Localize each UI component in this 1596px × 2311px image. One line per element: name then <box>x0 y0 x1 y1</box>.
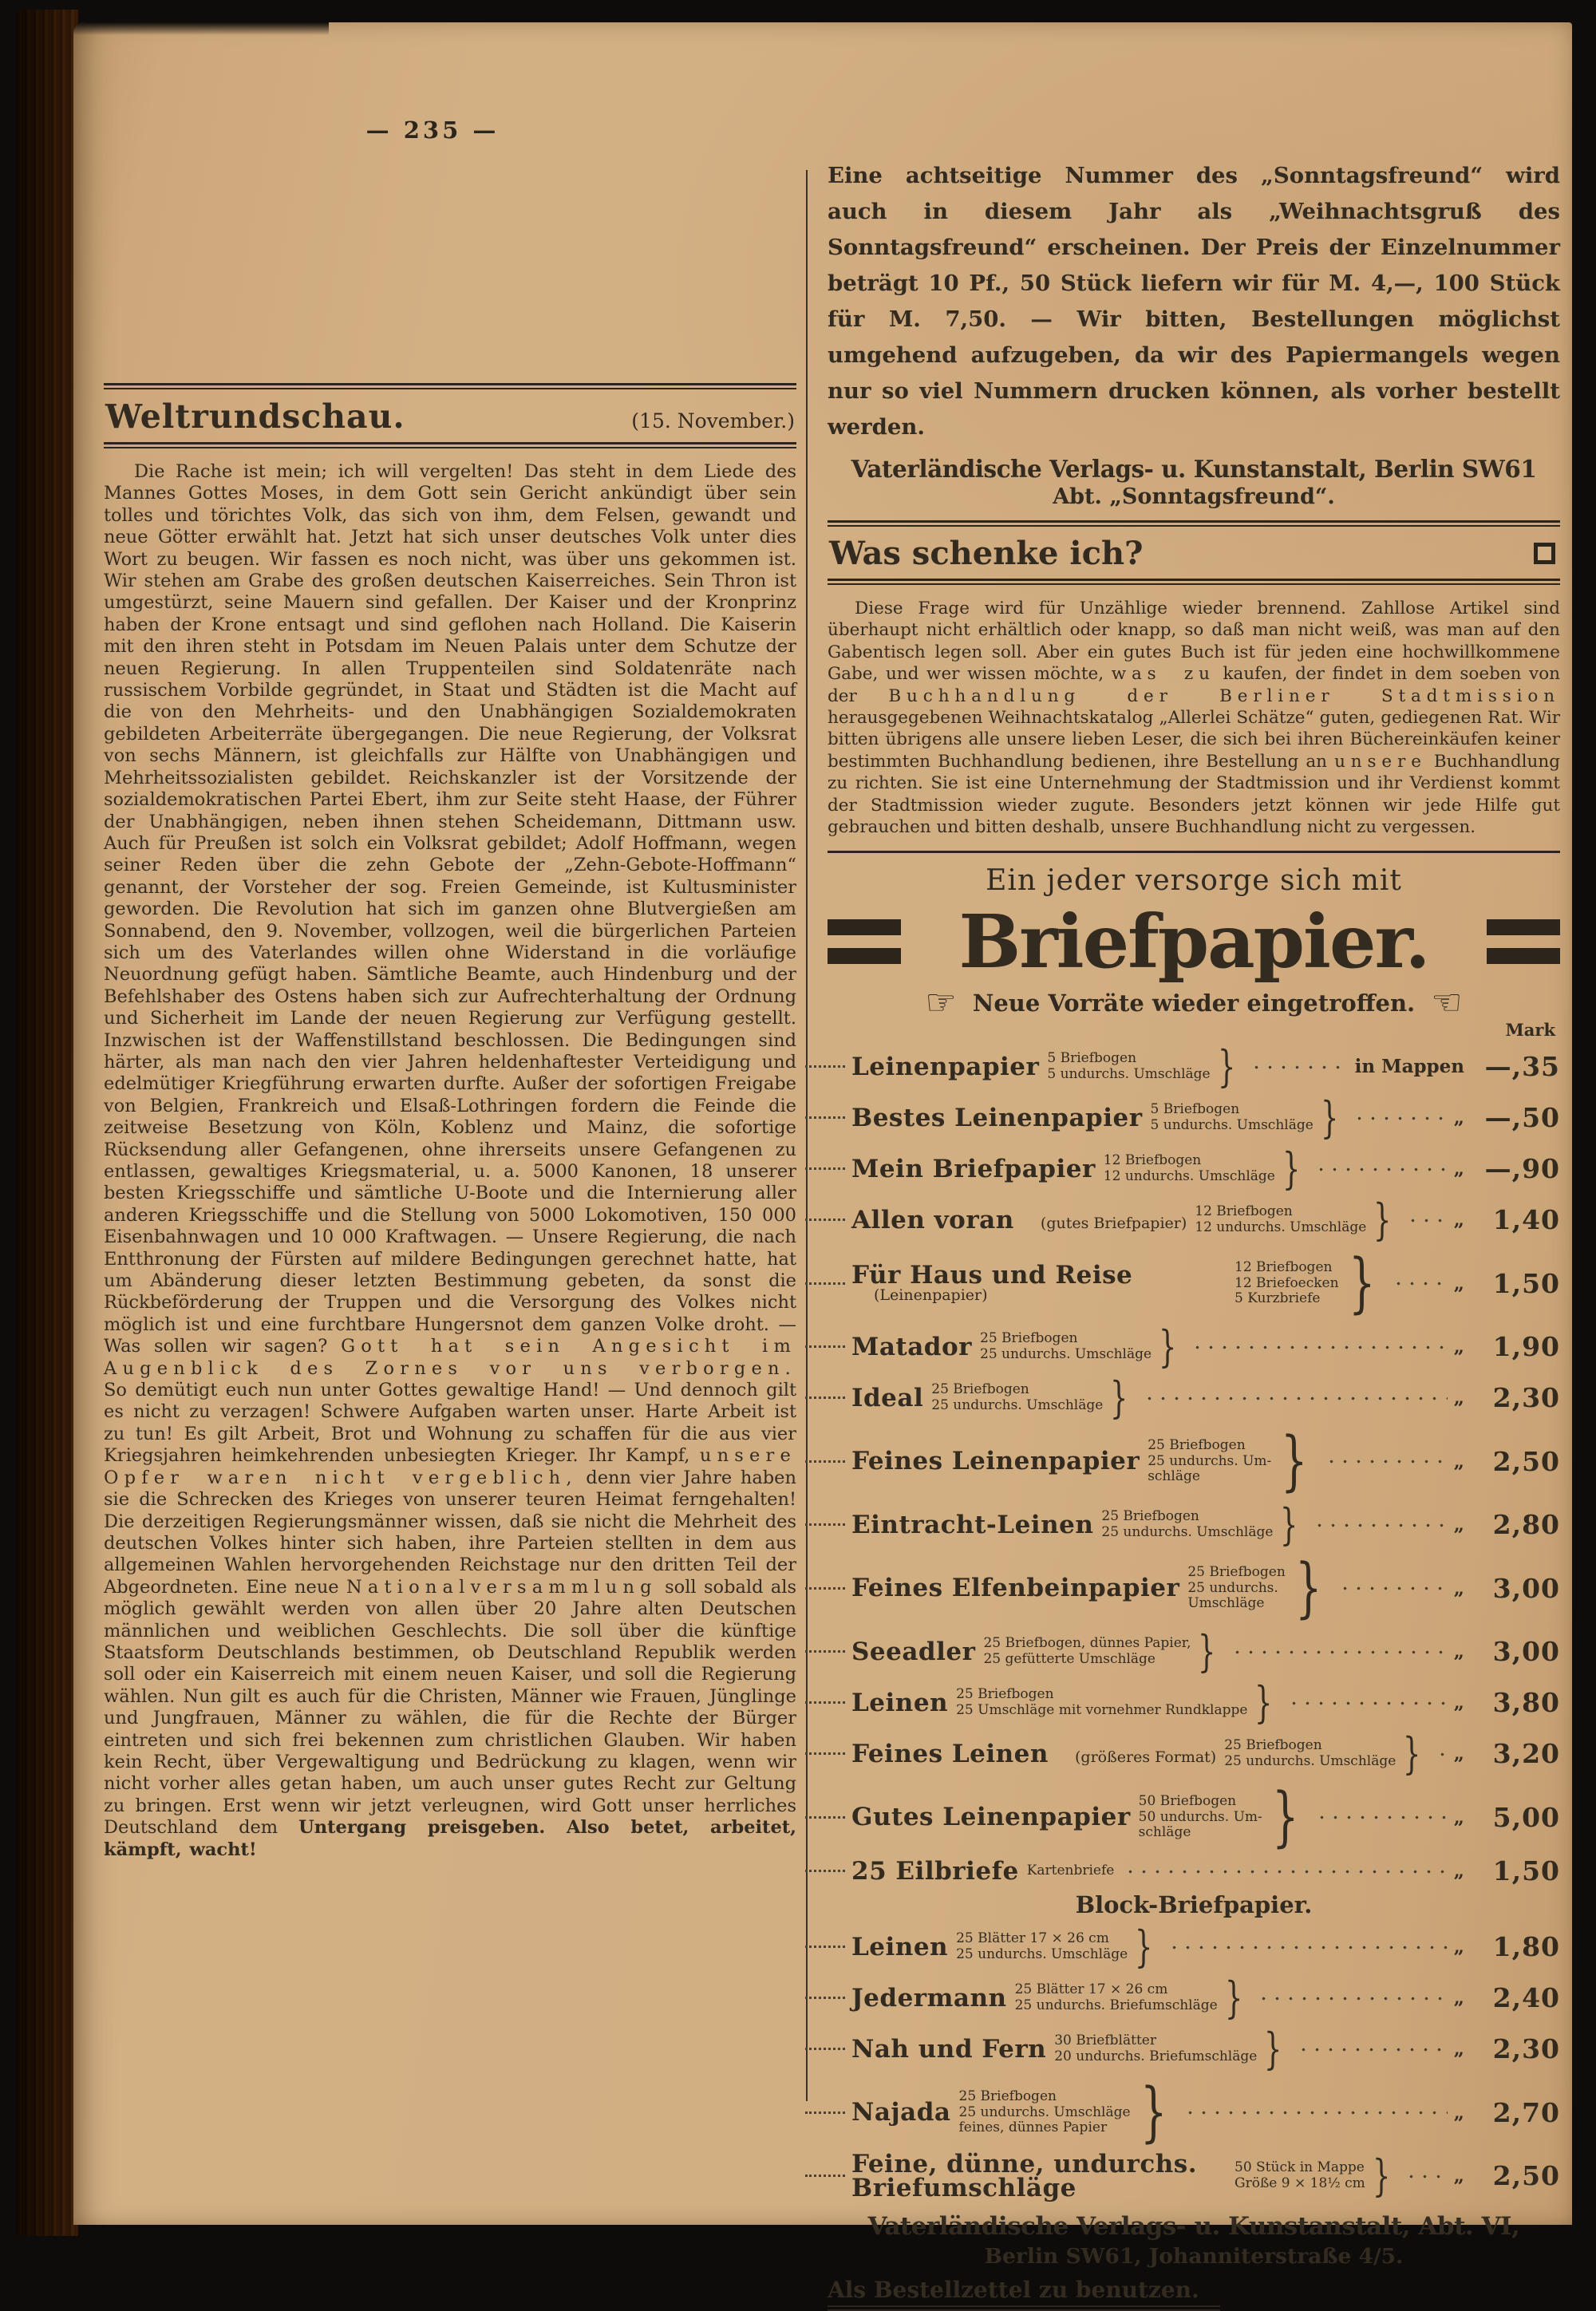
item-description: 5 Briefbogen 5 undurchs. Umschläge <box>1150 1101 1314 1133</box>
order-quantity-blank <box>805 1870 845 1872</box>
order-quantity-blank <box>805 1997 845 1999</box>
item-description: 25 Briefbogen 25 undurchs. Umschläge feines, dünnes Papier <box>958 2088 1131 2136</box>
item-name-block <box>851 1447 1140 1476</box>
item-unit: „ <box>1453 1209 1464 1231</box>
price-list-row <box>828 1144 1560 1194</box>
order-quantity-blank <box>805 1946 845 1948</box>
item-unit: „ <box>1453 1936 1464 1958</box>
ad-lead-line: Ein jeder versorge sich mit <box>986 864 1402 898</box>
item-name-block <box>851 1263 1227 1303</box>
text-run-spaced: Gott hat sein Angesicht im Augenblick des Zornes vor uns verborgen. <box>104 1336 796 1379</box>
item-description: 12 Briefbogen 12 Briefoecken 5 Kurzbriefe <box>1235 1259 1339 1307</box>
leader-dots <box>1227 1648 1448 1656</box>
section-rule-top <box>828 520 1560 527</box>
leader-dots <box>1312 1813 1447 1821</box>
text-run-bold: Untergang preisgeben. Also betet, arbeitet, kämpft, wacht! <box>104 1817 796 1860</box>
publisher-name: Vaterländische Verlags- u. Kunstanstalt, Berlin SW61 <box>851 455 1537 483</box>
page-corner-shadow <box>73 22 329 35</box>
price-list-row <box>828 1373 1560 1423</box>
item-price: 2,50 <box>1492 2160 1560 2192</box>
equals-bar-left-icon <box>828 919 901 964</box>
scanned-page <box>73 22 1572 2304</box>
leader-dots <box>1164 1943 1448 1951</box>
item-name-block <box>851 1205 1187 1235</box>
order-quantity-blank <box>805 1523 845 1526</box>
item-subnote: (gutes Briefpapier) <box>1040 1214 1187 1232</box>
text-run-normal: Buchhandlung zu richten. Sie ist eine Unternehmung der Stadtmission und ihr Verdienst kommt der Stadtmission wieder zugute. Besonders jetzt können wir jede Hilfe gut gebrauchen und bitten deshalb, unsere Buchhandlung nicht zu vergessen. <box>828 751 1560 838</box>
brace: } <box>1264 2024 1282 2075</box>
leader-dots <box>1389 1279 1448 1287</box>
item-unit: „ <box>1453 1272 1464 1294</box>
brace: } <box>1372 2151 1391 2202</box>
item-price: 2,40 <box>1492 1982 1560 2014</box>
price-list-row <box>828 1780 1560 1855</box>
brace: } <box>1217 1041 1235 1092</box>
item-description: 5 Briefbogen 5 undurchs. Umschläge <box>1047 1050 1211 1082</box>
gift-section-header <box>828 527 1560 579</box>
price-list-row <box>828 1092 1560 1143</box>
item-price: 2,80 <box>1492 1509 1560 1541</box>
item-name: Mein Briefpapier <box>851 1154 1096 1183</box>
item-price: 2,50 <box>1492 1445 1560 1477</box>
order-quantity-blank <box>805 1065 845 1068</box>
item-price: 1,50 <box>1492 1855 1560 1887</box>
item-price: —,35 <box>1484 1051 1560 1083</box>
item-description: 12 Briefbogen 12 undurchs. Umschläge <box>1195 1203 1367 1235</box>
item-description: 25 Briefbogen 25 undurchs. Um- schläge <box>1148 1437 1272 1485</box>
ornament-box-icon <box>1534 543 1555 564</box>
brace: } <box>1403 1728 1421 1780</box>
text-run-spaced: Nationalversammlung <box>346 1576 658 1598</box>
leader-dots <box>1180 2108 1448 2116</box>
text-run-spaced: was zu <box>1111 664 1215 685</box>
order-quantity-blank <box>805 1650 845 1653</box>
brace: } <box>1271 1780 1299 1855</box>
item-name: Leinen <box>851 1688 949 1717</box>
item-description: 12 Briefbogen 12 undurchs. Umschläge <box>1103 1152 1275 1184</box>
right-column <box>828 158 1560 2311</box>
order-quantity-blank <box>805 1752 845 1755</box>
item-name: Bestes Leinenpapier <box>851 1103 1143 1132</box>
text-run-normal: kaufen, der findet in dem soeben von der <box>828 664 1560 706</box>
order-quantity-blank <box>805 2175 845 2177</box>
item-price: 3,00 <box>1492 1636 1560 1668</box>
text-run-normal: denn vier Jahre haben sie die Schrecken des Krieges von unserer teuren Heimat ferngehalten! Die derzeitigen Regierungsmänner wissen, daß sie nicht die Mehrheit des deutschen Volkes hinter sich haben, ihre Parteien stellten in dem aus allgemeinen Wahlen hervorgehenden Reichstage nur den dritten Teil der Abgeordneten. Eine neue <box>104 1467 796 1598</box>
article-date: (15. November.) <box>631 409 795 433</box>
item-description: 50 Briefbogen 50 undurchs. Um- schläge <box>1138 1793 1262 1841</box>
item-unit: „ <box>1453 1806 1464 1828</box>
item-description: 50 Stück in Mappe Größe 9 × 18½ cm <box>1235 2159 1365 2191</box>
brace: } <box>1140 2075 1167 2151</box>
manicule-left-icon: ☜ <box>1431 982 1463 1024</box>
item-price: —,90 <box>1484 1153 1560 1185</box>
item-name-block <box>851 1510 1094 1539</box>
item-description: 25 Blätter 17 × 26 cm 25 undurchs. Briefumschläge <box>1014 1981 1218 2013</box>
leader-dots <box>1311 1165 1448 1173</box>
item-price: 3,00 <box>1492 1572 1560 1604</box>
publisher-dept: Abt. „Sonntagsfreund“. <box>1053 484 1335 509</box>
item-price: 1,90 <box>1492 1331 1560 1363</box>
item-unit: „ <box>1453 1577 1464 1599</box>
text-run-spaced: unsere Opfer waren nicht vergeblich, <box>104 1445 796 1488</box>
page-number: — 235 — <box>365 117 500 144</box>
brace: } <box>1282 1144 1301 1195</box>
item-name: Eintracht-Leinen <box>851 1510 1094 1539</box>
pricelist-section-heading: Block-Briefpapier. <box>1075 1891 1313 1919</box>
price-list-row <box>828 2075 1560 2150</box>
text-run-normal: So demütigt euch nun unter Gottes gewaltige Hand! — Und dennoch gilt es nicht zu verzagen! Schwere Aufgaben warten unser. Harte Arbeit ist zu tun! Es gilt Arbeit, Brot und Wohnung zu schaffen für die aus vier Kriegsjahren heimkehrenden unbesiegten Krieger. Ihr Kampf, <box>104 1380 796 1467</box>
item-description: Kartenbriefe <box>1026 1863 1115 1879</box>
brace: } <box>1159 1321 1177 1373</box>
item-name-block <box>851 2098 951 2127</box>
brace: } <box>1281 1424 1308 1499</box>
leader-dots <box>1187 1343 1447 1351</box>
item-name-block <box>851 1332 972 1361</box>
order-quantity-blank <box>805 1116 845 1119</box>
price-list-row <box>828 1922 1560 1972</box>
brace: } <box>1348 1246 1376 1321</box>
item-price: 2,30 <box>1492 1382 1560 1414</box>
item-name: Feines Elfenbeinpapier <box>851 1574 1180 1603</box>
order-quantity-blank <box>805 1219 845 1221</box>
item-name-block <box>851 2034 1047 2064</box>
item-name-block <box>851 1637 976 1666</box>
item-unit: „ <box>1453 1987 1464 2009</box>
headline-rule-top <box>104 383 796 389</box>
headline-rule-bottom <box>104 442 796 448</box>
leader-dots <box>1401 2172 1448 2180</box>
price-list-row <box>828 2024 1560 2074</box>
publisher-notice: Eine achtseitige Nummer des „Sonntagsfreund“ wird auch in diesem Jahr als „Weihnachtsgruß des Sonntagsfreund“ erscheinen. Der Preis der Einzelnummer beträgt 10 Pf., 50 Stück liefern wir für M. 4,—, 100 Stück für M. 7,50. — Wir bitten, Bestellungen möglichst umgehend aufzugeben, da wir des Papiermangels wegen nur so viel Nummern drucken können, als vorher bestellt werden. <box>828 163 1560 440</box>
currency-column-label: Mark <box>1505 1020 1555 1041</box>
item-name: Leinen <box>851 1932 949 1961</box>
item-subnote: (größeres Format) <box>1075 1748 1217 1766</box>
item-description: 30 Briefblätter 20 undurchs. Briefumschläge <box>1054 2032 1258 2064</box>
item-name-block <box>851 1383 924 1412</box>
item-unit: „ <box>1453 1336 1464 1358</box>
text-run-normal: Diese Frage wird für Unzählige wieder brennend. Zahllose Artikel sind überhaupt nicht erhältlich oder knapp, so daß man nicht weiß, was man auf den Gabentisch legen soll. Aber ein gutes Buch ist für jeden eine hochwillkommene Gabe, und wer wissen möchte, <box>828 598 1560 685</box>
article-header <box>104 389 796 442</box>
price-list-row <box>828 1246 1560 1321</box>
price-list-row <box>828 1041 1560 1092</box>
order-form-note: Als Bestellzettel zu benutzen. <box>828 2277 1220 2311</box>
item-description: 25 Briefbogen 25 Umschläge mit vornehmer Rundklappe <box>956 1686 1248 1718</box>
manicule-right-icon: ☞ <box>925 982 957 1024</box>
order-quantity-blank <box>805 1587 845 1590</box>
item-name-block <box>851 1803 1131 1832</box>
price-list <box>828 1041 1560 2201</box>
item-unit: „ <box>1453 1107 1464 1129</box>
ad-headline-row <box>828 899 1560 985</box>
leader-dots <box>1284 1699 1448 1707</box>
price-list-row <box>828 1424 1560 1499</box>
leader-dots <box>1335 1584 1447 1592</box>
leader-dots <box>1403 1216 1448 1224</box>
text-run-normal: soll sobald als möglich gewählt werden von allen über 20 Jahre alten Deutschen männlichen und weiblichen Geschlechts. Die soll über die künftige Staatsform Deutschlands bestimmen, ob Deutschland Republik werden soll oder ein Kaiserreich mit einem neuen Kaiser, und soll die Regierung wählen. Nun gilt es auch für die Christen, Männer wie Frauen, Jünglinge und Jungfrauen, Männer zu wählen, die für die Rechte der Bürger eintreten und sich frei bekennen zum christlichen Glauben. Wir haben kein Recht, über Vergewaltigung und Bedrückung zu klagen, wenn wir nicht vorher alles getan haben, um auch unser gutes Recht zur Geltung zu bringen. Erst wenn wir jetzt verleugnen, wird Gott unser herrliches Deutschland dem <box>104 1576 796 1839</box>
item-name: Leinenpapier <box>851 1052 1040 1081</box>
item-unit: „ <box>1453 1387 1464 1409</box>
item-name: Seeadler <box>851 1637 976 1666</box>
order-quantity-blank <box>805 1345 845 1348</box>
item-unit: „ <box>1453 2165 1464 2187</box>
price-list-row <box>828 1195 1560 1245</box>
brace: } <box>1294 1551 1322 1626</box>
item-name-block <box>851 1574 1180 1603</box>
item-price: 1,80 <box>1492 1931 1560 1963</box>
item-name-block <box>851 1052 1040 1081</box>
item-name: Feines Leinen <box>851 1739 1049 1768</box>
price-list-row <box>828 1551 1560 1626</box>
order-quantity-blank <box>805 1282 845 1285</box>
item-name-block <box>851 1932 949 1961</box>
item-name-block <box>851 1688 949 1717</box>
text-run-spaced: unsere <box>1334 751 1427 772</box>
brace: } <box>1373 1195 1392 1246</box>
order-quantity-blank <box>805 1816 845 1819</box>
article-title: Weltrundschau. <box>105 397 405 436</box>
item-description: 25 Briefbogen 25 undurchs. Umschläge <box>1224 1737 1396 1769</box>
item-name: Matador <box>851 1332 972 1361</box>
item-name: Jedermann <box>851 1983 1007 2013</box>
leader-dots <box>1140 1394 1448 1402</box>
item-name-block <box>851 1103 1143 1132</box>
item-description: 25 Briefbogen 25 undurchs. Umschläge <box>980 1330 1152 1362</box>
item-subnote: (Leinenpapier) <box>874 1286 988 1305</box>
item-unit: „ <box>1453 2101 1464 2123</box>
item-name-block <box>851 1856 1019 1886</box>
leader-dots <box>1310 1521 1448 1529</box>
article-body <box>104 461 796 1861</box>
order-quantity-blank <box>805 2112 845 2114</box>
ad-footer-publisher: Vaterländische Verlags- u. Kunstanstalt, Abt. VI, <box>867 2212 1520 2242</box>
brace: } <box>1254 1677 1273 1728</box>
price-list-row <box>828 1973 1560 2023</box>
item-description: 25 Briefbogen 25 undurchs. Umschläge <box>1187 1564 1286 1612</box>
leader-dots <box>1254 1994 1448 2002</box>
item-price: 3,20 <box>1492 1738 1560 1770</box>
item-price: 2,30 <box>1492 2033 1560 2065</box>
item-price: 3,80 <box>1492 1687 1560 1719</box>
section-rule-bottom <box>828 579 1560 585</box>
item-name: 25 Eilbriefe <box>851 1856 1019 1886</box>
item-unit: „ <box>1453 1514 1464 1536</box>
price-list-row <box>828 1499 1560 1550</box>
leader-dots <box>1294 2045 1448 2053</box>
text-run-normal: Die Rache ist mein; ich will vergelten! Das steht in dem Liede des Mannes Gottes Moses, in dem Gott sein Gericht ankündigt über sein tolles und törichtes Volk, das sich von ihm, dem Felsen, gewandt und neue Götter erwählt hat. Jetzt hat sich unser deutsches Volk unter dies Wort zu beugen. Wir fassen es noch nicht, was über uns gekommen ist. Wir stehen am Grabe des großen deutschen Kaiserreiches. Sein Thron ist umgestürzt, seine Mauern sind gefallen. Der Kaiser und der Kronprinz haben der Krone entsagt und sind geflohen nach Holland. Die Kaiserin mit den ihren steht in Potsdam im Neuen Palais unter dem Schutze der neuen Regierung. In allen Truppenteilen sind Soldatenräte nach russischem Vorbilde gegründet, in Staat und Städten ist die Macht auf die von den Mehrheits- und den Unabhängigen Sozialdemokraten gebildeten Arbeiterräte übergegangen. Die neue Regierung, der Volksrat von sechs Männern, ist gleichfalls zur Hälfte von Unabhängigen und Mehrheitssozialisten gebildet. Reichskanzler ist der Vorsitzende der sozialdemokratischen Partei Ebert, ihm zur Seite steht Haase, der Führer der Unabhängigen, neben ihnen stehen Scheidemann, Dittmann usw. Auch für Preußen ist solch ein Volksrat gebildet; Adolf Hoffmann, wegen seiner Reden über die zehn Gebote der „Zehn-Gebote-Hoffmann“ genannt, der Vorsteher der sog. Freien Gemeinde, ist Kultusminister geworden. Die Revolution hat sich im ganzen ohne Blutvergießen am Sonnabend, den 9. November, vollzogen, weil die bürgerlichen Parteien sich um des Vaterlandes willen ohne Widerstand in die vorläufige Neuordnung gefügt haben. Sämtliche Beamte, auch Hindenburg und der Befehlshaber des Ostens haben sich zur Aufrechterhaltung der Ordnung und Sicherheit im Lande der neuen Regierung zur Verfügung gestellt. Inzwischen ist der Waffenstillstand beschlossen. Die Bedingungen sind härter, als man nach den vier Jahren heldenhaftester Verteidigung und edelmütiger Kriegführung erwarten durfte. Außer der sofortigen Freigabe von Belgien, Frankreich und Elsaß-Lothringen fordern die Feinde die zeitweise Besetzung von Köln, Koblenz und Mainz, die sofortige Rücksendung aller Gefangenen, ohne ihrerseits unsere Gefangenen zu entlassen, gewaltiges Kriegsmaterial, u. a. 5000 Kanonen, 18 unserer besten Kriegsschiffe und sämtliche U-Boote und die Internierung aller anderen Kriegsschiffe und die Stellung von 5000 Lokomotiven, 150 000 Eisenbahnwagen und 10 000 Kraftwagen. — Unsere Regierung, die nach Entthronung der Fürsten auf mildere Bedingungen gerechnet hatte, hat um Abänderung dieser letzten Bestimmung gebeten, da sonst die Rückbeförderung der Truppen und die Versorgung des Volkes nicht möglich ist und eine furchtbare Hungersnot dem ganzen Volke droht. — Was sollen wir sagen? <box>104 461 796 1357</box>
order-quantity-blank <box>805 1701 845 1704</box>
item-description: 25 Briefbogen 25 undurchs. Umschläge <box>1101 1508 1274 1540</box>
item-name-block <box>851 1154 1096 1183</box>
item-name-block <box>851 1983 1007 2013</box>
item-name: Gutes Leinenpapier <box>851 1803 1131 1832</box>
item-description: 25 Briefbogen 25 undurchs. Umschläge <box>931 1381 1104 1413</box>
item-price: 5,00 <box>1492 1801 1560 1833</box>
price-list-row <box>828 2151 1560 2201</box>
stock-note-row <box>828 982 1560 1024</box>
ad-footer-address: Berlin SW61, Johanniterstraße 4/5. <box>984 2244 1404 2270</box>
item-name: Feines Leinenpapier <box>851 1447 1140 1476</box>
column-divider <box>806 170 808 2101</box>
leader-dots <box>1120 1867 1447 1875</box>
item-unit: „ <box>1453 1743 1464 1765</box>
item-name-block <box>851 2149 1227 2202</box>
item-unit: „ <box>1453 1641 1464 1663</box>
gift-section-title: Was schenke ich? <box>829 535 1144 572</box>
item-name: Nah und Fern <box>851 2034 1047 2064</box>
brace: } <box>1135 1922 1153 1973</box>
item-price: —,50 <box>1484 1102 1560 1134</box>
item-name: Für Haus und Reise <box>851 1261 1133 1290</box>
price-list-row <box>828 1677 1560 1728</box>
item-unit: „ <box>1453 1692 1464 1714</box>
item-price: 1,40 <box>1492 1204 1560 1236</box>
item-name-block <box>851 1739 1217 1768</box>
text-run-normal: herausgegebenen Weihnachtskatalog „Allerlei Schätze“ guten, gediegenen Rat. Wir bitten übrigens alle unsere lieben Leser, die sich bei ihren Büchereinkäufen keiner bestimmten Buchhandlung bedienen, ihre Bestellung an <box>828 708 1560 772</box>
leader-dots <box>1432 1750 1448 1758</box>
item-unit: in Mappen <box>1354 1056 1464 1078</box>
price-list-row <box>828 1626 1560 1677</box>
item-unit: „ <box>1453 1450 1464 1472</box>
price-list-row <box>828 1321 1560 1372</box>
gift-section-body <box>828 598 1560 838</box>
item-unit: „ <box>1453 1860 1464 1882</box>
brace: } <box>1198 1626 1216 1677</box>
brace: } <box>1224 1973 1243 2024</box>
left-column <box>104 383 796 1861</box>
item-name: Najada <box>851 2098 951 2127</box>
item-unit: „ <box>1453 2038 1464 2060</box>
brace: } <box>1110 1373 1128 1424</box>
order-quantity-blank <box>805 1460 845 1463</box>
brace: } <box>1280 1499 1298 1551</box>
order-quantity-blank <box>805 1396 845 1399</box>
ad-rule <box>828 851 1560 853</box>
item-price: 2,70 <box>1492 2096 1560 2128</box>
leader-dots <box>1349 1114 1448 1122</box>
text-run-spaced: Buchhandlung der Berliner Stadtmission <box>888 685 1560 706</box>
leader-dots <box>1321 1457 1448 1465</box>
item-description: 25 Briefbogen, dünnes Papier, 25 gefütterte Umschläge <box>983 1635 1191 1667</box>
leader-dots <box>1246 1063 1349 1071</box>
price-list-row <box>828 1728 1560 1779</box>
order-quantity-blank <box>805 1167 845 1170</box>
brace: } <box>1320 1092 1339 1144</box>
order-quantity-blank <box>805 2048 845 2050</box>
stock-note: Neue Vorräte wieder eingetroffen. <box>972 990 1416 1017</box>
ad-headline: Briefpapier. <box>958 899 1429 986</box>
item-unit: „ <box>1453 1158 1464 1180</box>
book-spine-edge <box>16 10 78 2236</box>
item-name: Feine, dünne, undurchs. Briefumschläge <box>851 2149 1198 2202</box>
item-name: Ideal <box>851 1383 924 1412</box>
item-name: Allen voran <box>851 1205 1014 1235</box>
item-price: 1,50 <box>1492 1267 1560 1299</box>
price-list-row <box>828 1855 1560 1886</box>
equals-bar-right-icon <box>1487 919 1560 964</box>
item-description: 25 Blätter 17 × 26 cm 25 undurchs. Umschläge <box>956 1930 1128 1962</box>
